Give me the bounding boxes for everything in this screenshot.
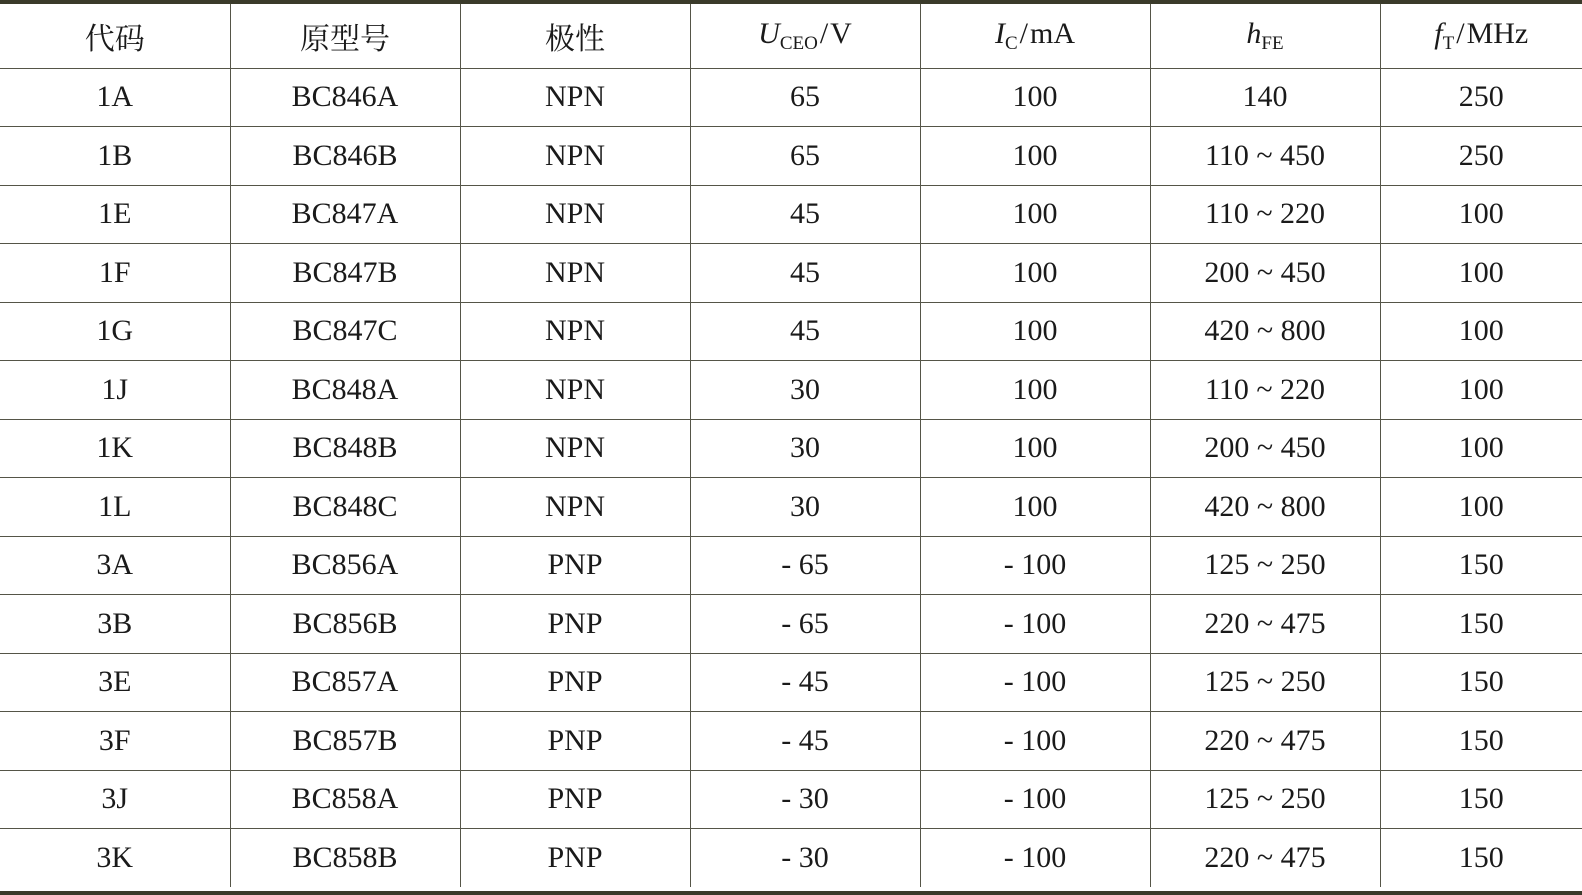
cell-ic: - 100 [920,595,1150,654]
header-hfe-subscript: FE [1261,32,1284,54]
transistor-code-table [0,4,1582,887]
cell-code: 3A [0,536,230,595]
header-code: 代码 [0,4,230,68]
cell-model: BC858A [230,770,460,829]
cell-uceo: 45 [690,244,920,303]
cell-model: BC847C [230,302,460,361]
cell-ic: - 100 [920,770,1150,829]
cell-hfe: 110 ~ 220 [1150,361,1380,420]
cell-ft: 150 [1380,653,1582,712]
cell-ft: 150 [1458,841,1504,874]
cell-code: 1G [0,302,230,361]
table-row [0,68,1582,127]
cell-ic: 100 [920,244,1150,303]
cell-ic: - 100 [920,536,1150,595]
table-row [0,536,1582,595]
header-hfe-symbol: h [1246,16,1262,50]
cell-model: BC846A [230,68,460,127]
cell-hfe: 125 ~ 250 [1150,770,1380,829]
cell-uceo: - 30 [690,829,920,888]
cell-code: 1K [0,419,230,478]
cell-uceo: 30 [690,419,920,478]
cell-polarity: NPN [460,419,690,478]
cell-hfe: 220 ~ 475 [1150,595,1380,654]
header-ic-unit: mA [1030,16,1076,50]
cell-polarity: NPN [460,302,690,361]
header-ft: $f_T$/MHz [1380,4,1582,68]
cell-ft: 100 [1380,244,1582,303]
cell-polarity: NPN [460,68,690,127]
cell-ft: 150 [1380,595,1582,654]
cell-hfe: 420 ~ 800 [1150,478,1380,537]
cell-polarity: PNP [460,770,690,829]
cell-model: BC848C [230,478,460,537]
table-row [0,302,1582,361]
table-row [0,127,1582,186]
cell-ic: 100 [920,185,1150,244]
cell-code: 3K [0,829,230,888]
cell-ft: 100 [1380,302,1582,361]
cell-model: BC847B [230,244,460,303]
cell-ic: - 100 [920,829,1150,888]
cell-code: 3E [0,653,230,712]
table-row [0,595,1582,654]
table-row [0,419,1582,478]
cell-hfe: 140 [1150,68,1380,127]
header-model: 原型号 [230,4,460,68]
cell-polarity: PNP [460,536,690,595]
cell-ft: 100 [1380,185,1582,244]
cell-hfe: 125 ~ 250 [1150,536,1380,595]
cell-code: 1B [0,127,230,186]
header-uceo: $U_{CEO}/V$ [690,4,920,68]
cell-ic: - 100 [920,653,1150,712]
cell-uceo: 30 [690,478,920,537]
cell-uceo: - 65 [690,595,920,654]
cell-code: 1A [0,68,230,127]
cell-code: 1L [0,478,230,537]
cell-model: BC856A [230,536,460,595]
cell-polarity: NPN [460,361,690,420]
cell-uceo: - 30 [690,770,920,829]
cell-ft: 250 [1380,68,1582,127]
cell-polarity: PNP [460,653,690,712]
cell-uceo: 30 [690,361,920,420]
cell-model: BC856B [230,595,460,654]
cell-model: BC847A [230,185,460,244]
cell-hfe: 110 ~ 450 [1150,127,1380,186]
table-row [0,478,1582,537]
cell-model: BC858B [230,829,460,888]
cell-code: 1F [0,244,230,303]
cell-code: 1E [0,185,230,244]
cell-polarity: NPN [460,185,690,244]
cell-ic: 100 [920,419,1150,478]
cell-polarity: PNP [460,712,690,771]
table-body [0,68,1582,887]
cell-model: BC848A [230,361,460,420]
table-row [0,829,1582,888]
cell-model: BC848B [230,419,460,478]
cell-model: BC846B [230,127,460,186]
table-row [0,653,1582,712]
cell-code: 1J [0,361,230,420]
cell-code: 3F [0,712,230,771]
cell-hfe: 125 ~ 250 [1150,653,1380,712]
cell-uceo: - 65 [690,536,920,595]
cell-ic: 100 [920,302,1150,361]
cell-ic: 100 [920,127,1150,186]
table-row [0,361,1582,420]
cell-ft: 100 [1380,361,1582,420]
cell-ft: 150 [1380,770,1582,829]
cell-hfe: 420 ~ 800 [1150,302,1380,361]
cell-ic: 100 [920,68,1150,127]
cell-ft: 100 [1380,478,1582,537]
table-row [0,770,1582,829]
cell-ft: 150 [1380,536,1582,595]
table-header-row [0,4,1582,68]
cell-polarity: NPN [460,244,690,303]
cell-hfe: 110 ~ 220 [1150,185,1380,244]
cell-ft: 250 [1380,127,1582,186]
cell-hfe: 220 ~ 475 [1150,829,1380,888]
header-ic-subscript: C [1004,32,1018,54]
cell-polarity: PNP [460,829,690,888]
header-uceo-symbol: U [758,16,780,50]
cell-ft: 150 [1380,712,1582,771]
header-uceo-unit: V [830,16,852,50]
cell-polarity: NPN [460,127,690,186]
header-ft-subscript: T [1442,32,1455,54]
cell-model: BC857A [230,653,460,712]
cell-uceo: - 45 [690,712,920,771]
cell-hfe: 220 ~ 475 [1150,712,1380,771]
cell-polarity: NPN [460,478,690,537]
cell-model: BC857B [230,712,460,771]
cell-uceo: 45 [690,302,920,361]
cell-ic: 100 [920,361,1150,420]
cell-uceo: - 45 [690,653,920,712]
header-uceo-subscript: CEO [779,32,818,54]
cell-ic: 100 [920,478,1150,537]
cell-uceo: 65 [690,127,920,186]
cell-hfe: 200 ~ 450 [1150,244,1380,303]
header-hfe [1150,4,1380,68]
cell-uceo: 65 [690,68,920,127]
cell-ic: - 100 [920,712,1150,771]
header-ic: $I_C/mA$ [920,4,1150,68]
cell-uceo: 45 [690,185,920,244]
cell-hfe: 200 ~ 450 [1150,419,1380,478]
cell-polarity: PNP [460,595,690,654]
header-polarity: 极性 [460,4,690,68]
header-ic-symbol: I [994,16,1005,50]
header-ft-symbol: f [1434,16,1443,50]
table-row [0,712,1582,771]
cell-code: 3B [0,595,230,654]
table-row [0,244,1582,303]
table-row [0,185,1582,244]
cell-ft: 100 [1380,419,1582,478]
cell-code: 3J [0,770,230,829]
header-ft-unit: MHz [1466,16,1529,50]
